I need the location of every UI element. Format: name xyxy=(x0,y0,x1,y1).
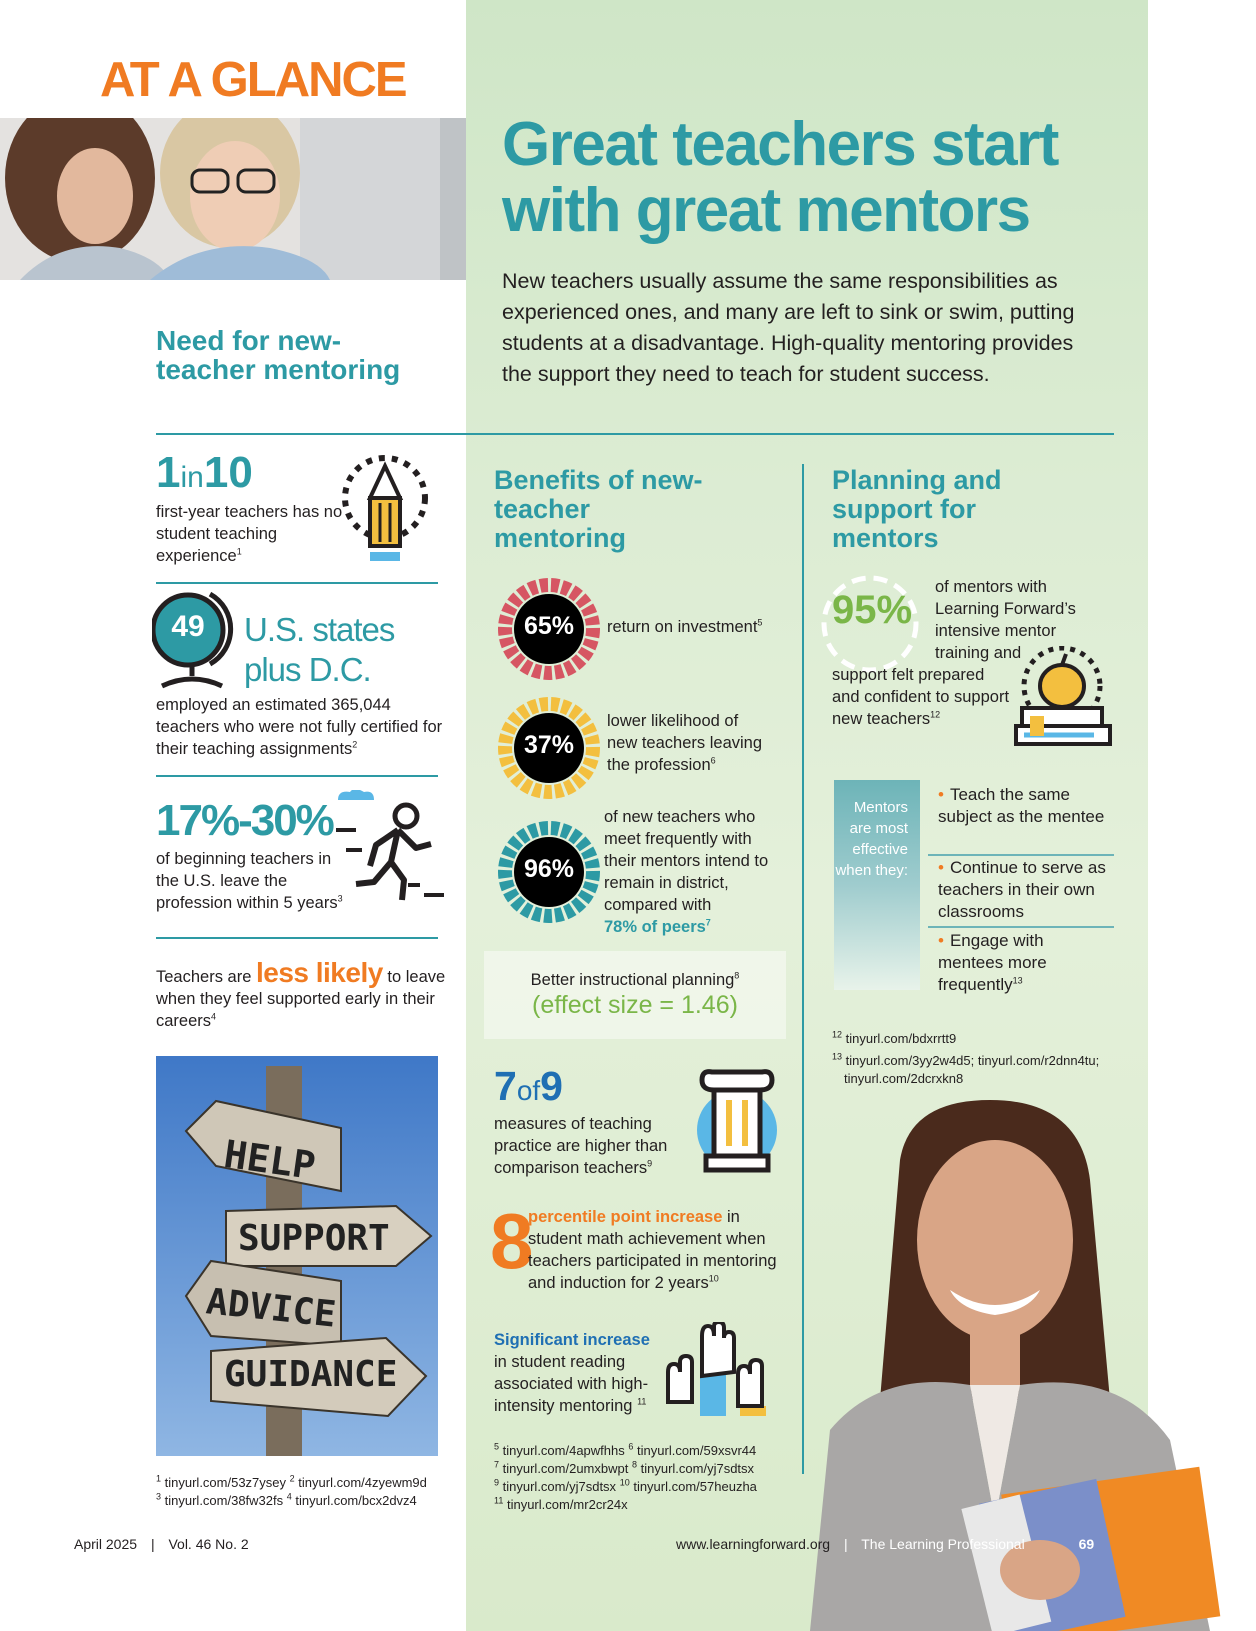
stat-number: 10 xyxy=(203,448,253,497)
stat-reading xyxy=(494,1329,664,1417)
footnote-number: 13 xyxy=(832,1051,843,1062)
benefits-heading: Benefits of new-teacher mentoring xyxy=(494,465,703,553)
footnote-link[interactable]: tinyurl.com/38fw32fs xyxy=(164,1493,284,1508)
stat-big-text: 17%-30% xyxy=(156,796,333,845)
benefit-text: return on investment xyxy=(607,618,758,636)
footnote-ref: 10 xyxy=(708,1273,719,1284)
effect-size-value: (effect size = 1.46) xyxy=(532,991,738,1019)
stat-text: employed an estimated 365,044 teachers who were not fully certified for their teaching assignments xyxy=(156,696,443,758)
top-divider xyxy=(156,433,1114,435)
footnote-link[interactable]: tinyurl.com/yj7sdtsx xyxy=(640,1461,755,1476)
box-text: Better instructional planning xyxy=(530,971,735,989)
footnote-link[interactable]: tinyurl.com/2umxbwpt xyxy=(502,1461,629,1476)
footnote-ref: 5 xyxy=(757,617,763,628)
stat-number: 7 xyxy=(494,1063,517,1109)
benefit-highlight: percentile point increase xyxy=(528,1208,723,1226)
intro-paragraph: New teachers usually assume the same responsibilities as experienced ones, and many are left to sink or swim, putting students at a disadvantage. High-quality mentoring provides the support they need to teach for student success. xyxy=(502,269,1075,386)
footnote-link[interactable]: tinyurl.com/2dcrxkn8 xyxy=(844,1071,964,1086)
benefit-text: measures of teaching practice are higher than comparison teachers xyxy=(494,1115,668,1177)
footnote-link[interactable]: tinyurl.com/3yy2w4d5; tinyurl.com/r2dnn4tu; xyxy=(845,1053,1100,1068)
footer-left xyxy=(74,1536,249,1552)
section-label: AT A GLANCE xyxy=(100,53,406,107)
footnote-number: 12 xyxy=(832,1029,843,1040)
bullet-text: Continue to serve as teachers in their own classrooms xyxy=(938,858,1106,921)
mentors-effective-label-box xyxy=(834,780,920,990)
sign-text: ADVICE xyxy=(204,1281,338,1336)
stat-number: 49 xyxy=(171,610,205,643)
footnote-link[interactable]: tinyurl.com/bdxrrtt9 xyxy=(845,1031,957,1046)
divider xyxy=(156,937,438,939)
bullet-divider xyxy=(928,926,1114,928)
stat-big-text: U.S. states plus D.C. xyxy=(244,611,395,688)
footnote-number: 5 xyxy=(494,1441,500,1452)
benefit-highlight: 78% of peers xyxy=(604,918,706,936)
benefit-text: of new teachers who meet frequently with their mentors intend to remain in district, compared with xyxy=(604,808,769,914)
footnote-link[interactable]: tinyurl.com/57heuzha xyxy=(633,1479,757,1494)
footnote-number: 7 xyxy=(494,1459,500,1470)
stat-1-in-10 xyxy=(156,450,346,567)
divider xyxy=(156,582,438,584)
stat-supported-early xyxy=(156,957,446,1032)
stat-number: 9 xyxy=(540,1063,563,1109)
planning-stat-text-b: support felt prepared and confident to support new teachers xyxy=(832,666,1010,728)
stat-8-text xyxy=(528,1206,783,1294)
footnotes-col1 xyxy=(156,1474,456,1510)
pencil-icon xyxy=(340,448,430,566)
mentor-bullet xyxy=(938,857,1118,923)
need-heading: Need for new-teacher mentoring xyxy=(156,325,401,385)
ring-value: 96% xyxy=(523,855,575,883)
planning-stat-text-a: of mentors with Learning Forward’s intensive mentor training and xyxy=(935,578,1076,662)
footnote-ref: 3 xyxy=(337,893,343,904)
benefit-highlight: Significant increase xyxy=(494,1331,650,1349)
stat-text: of beginning teachers in the U.S. leave the profession within 5 years xyxy=(156,850,338,912)
footnote-number: 2 xyxy=(289,1473,295,1484)
footnote-number: 4 xyxy=(286,1491,292,1502)
page-number: 69 xyxy=(1078,1536,1095,1552)
sign-text: HELP xyxy=(221,1131,319,1189)
footnote-number: 6 xyxy=(628,1441,634,1452)
bullet-text: Teach the same subject as the mentee xyxy=(938,785,1105,826)
globe-icon xyxy=(152,590,236,692)
footnote-number: 1 xyxy=(156,1473,162,1484)
footnote-link[interactable]: tinyurl.com/53z7ysey xyxy=(164,1475,287,1490)
footnote-link[interactable]: tinyurl.com/mr2cr24x xyxy=(506,1497,628,1512)
footer-right xyxy=(676,1536,1094,1552)
benefit-text: in student math achievement when teachers participated in mentoring and induction for 2 years xyxy=(528,1208,777,1292)
sign-text: GUIDANCE xyxy=(224,1354,398,1395)
bullet-dot-icon: • xyxy=(938,858,944,877)
footnote-ref: 11 xyxy=(637,1396,647,1407)
apple-books-icon xyxy=(1014,646,1114,750)
footnote-ref: 4 xyxy=(211,1011,217,1022)
footnote-link[interactable]: tinyurl.com/4apwfhhs xyxy=(502,1443,625,1458)
ring-96-percent xyxy=(498,821,600,923)
footnote-ref: 13 xyxy=(1012,975,1023,986)
footnote-number: 9 xyxy=(494,1477,500,1488)
footnote-link[interactable]: tinyurl.com/59xsvr44 xyxy=(637,1443,757,1458)
page-headline: Great teachers start with great mentors xyxy=(502,110,1058,245)
stat-word: of xyxy=(516,1075,541,1106)
website-link[interactable]: www.learningforward.org xyxy=(676,1536,831,1552)
bullet-text: Engage with mentees more frequently xyxy=(938,931,1047,994)
divider xyxy=(156,775,438,777)
publication-name: The Learning Professional xyxy=(861,1536,1025,1552)
stat-word: in xyxy=(180,461,204,494)
footnote-ref: 8 xyxy=(734,970,740,981)
sign-text: SUPPORT xyxy=(238,1218,390,1259)
footnote-ref: 9 xyxy=(647,1158,653,1169)
benefit-text: in student reading associated with high-intensity mentoring xyxy=(494,1353,649,1415)
footnotes-col2 xyxy=(494,1442,794,1514)
footnote-link[interactable]: tinyurl.com/bcx2dvz4 xyxy=(295,1493,417,1508)
bullet-dot-icon: • xyxy=(938,931,944,950)
issue-date: April 2025 xyxy=(74,1536,138,1552)
footnotes-col3 xyxy=(832,1030,1122,1088)
ring-65-percent xyxy=(498,578,600,680)
stat-highlight: less likely xyxy=(255,957,383,988)
ring-37-percent xyxy=(498,697,600,799)
bullet-divider xyxy=(928,854,1114,856)
benefit-text: lower likelihood of new teachers leaving the profession xyxy=(607,712,763,774)
footnote-ref: 7 xyxy=(705,917,711,928)
footnote-ref: 2 xyxy=(352,739,358,750)
mentors-box-label: Mentors are most effective when they: xyxy=(835,799,908,879)
footnote-link[interactable]: tinyurl.com/yj7sdtsx xyxy=(502,1479,617,1494)
stat-text: to leave when they feel supported early in their careers xyxy=(156,968,446,1030)
footnote-number: 3 xyxy=(156,1491,162,1502)
mentor-bullet xyxy=(938,784,1108,828)
footnote-link[interactable]: tinyurl.com/4zyewm9d xyxy=(298,1475,427,1490)
footnote-ref: 6 xyxy=(710,755,716,766)
footnote-ref: 12 xyxy=(930,709,941,720)
mentor-bullet xyxy=(938,930,1108,996)
stat-8-number: 8 xyxy=(490,1197,534,1285)
ring-value: 65% xyxy=(523,612,575,640)
signpost-photo xyxy=(156,1056,438,1456)
pillar-icon xyxy=(696,1068,778,1176)
ring-value: 37% xyxy=(523,731,575,759)
effect-size-box xyxy=(484,951,786,1039)
footer-separator: | xyxy=(150,1536,155,1552)
footnote-ref: 1 xyxy=(236,546,242,557)
planning-heading: Planning and support for mentors xyxy=(832,465,1002,553)
stat-text: Teachers are xyxy=(156,968,256,986)
issue-volume: Vol. 46 No. 2 xyxy=(168,1536,249,1552)
raised-hands-icon xyxy=(664,1322,774,1422)
stat-text: first-year teachers has no student teaching experience xyxy=(156,503,343,565)
mentoring-photo xyxy=(0,118,466,280)
stat-7-of-9 xyxy=(494,1064,694,1179)
stat-95-percent: 95% xyxy=(832,588,913,632)
footnote-number: 8 xyxy=(631,1459,637,1470)
bullet-dot-icon: • xyxy=(938,785,944,804)
footer-separator: | xyxy=(843,1536,848,1552)
footnote-number: 11 xyxy=(494,1495,504,1506)
footnote-number: 10 xyxy=(619,1477,630,1488)
stat-number: 1 xyxy=(156,448,181,497)
